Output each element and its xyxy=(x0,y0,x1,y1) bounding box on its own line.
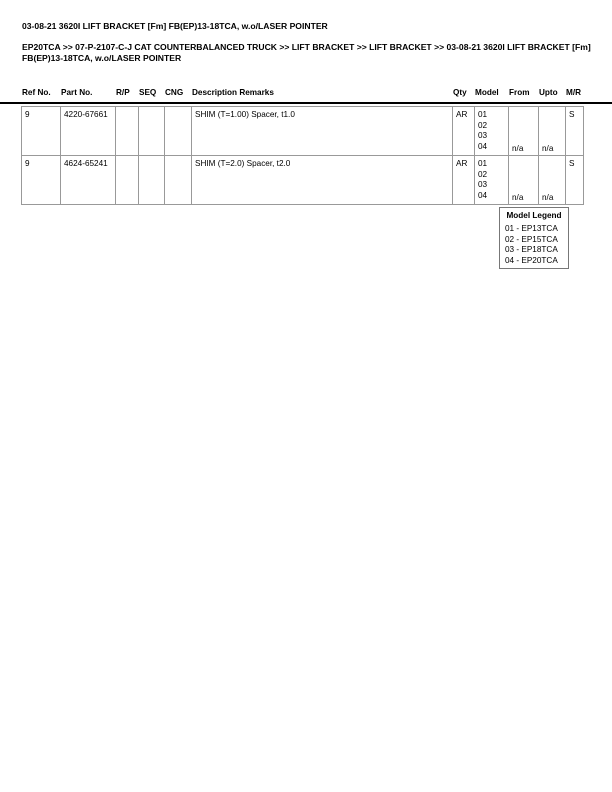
rp-cell xyxy=(116,107,139,156)
upto-cell: n/a xyxy=(539,156,566,205)
col-header-model: Model xyxy=(475,88,499,97)
model-code: 02 xyxy=(478,169,488,179)
page-title: 03-08-21 3620I LIFT BRACKET [Fm] FB(EP)13-18TCA, w.o/LASER POINTER xyxy=(22,21,328,31)
table-row[interactable] xyxy=(22,156,584,205)
parts-table xyxy=(21,106,584,205)
qty-cell: AR xyxy=(453,107,475,156)
legend-item: 04 - EP20TCA xyxy=(505,255,558,265)
ref-cell: 9 xyxy=(22,107,61,156)
col-header-from: From xyxy=(509,88,530,97)
cng-cell xyxy=(165,107,192,156)
upto-cell: n/a xyxy=(539,107,566,156)
model-code: 03 xyxy=(478,180,488,189)
from-cell: n/a xyxy=(509,156,539,205)
ref-cell: 9 xyxy=(22,156,61,205)
col-header-rp: R/P xyxy=(116,88,130,97)
model-cell xyxy=(475,107,509,156)
model-legend xyxy=(499,207,569,269)
from-cell: n/a xyxy=(509,107,539,156)
col-header-ref: Ref No. xyxy=(22,88,51,97)
model-code: 03 xyxy=(478,131,488,140)
col-header-description: Description Remarks xyxy=(192,88,274,97)
legend-item: 03 - EP18TCA xyxy=(505,245,558,254)
col-header-upto: Upto xyxy=(539,88,558,97)
model-code: 04 xyxy=(478,141,488,151)
col-header-mr: M/R xyxy=(566,88,582,97)
col-header-seq: SEQ xyxy=(139,88,157,97)
col-header-qty: Qty xyxy=(453,88,467,97)
legend-item: 02 - EP15TCA xyxy=(505,234,558,244)
part-number-cell: 4220-67661 xyxy=(61,107,116,156)
seq-cell xyxy=(139,156,165,205)
col-header-part: Part No. xyxy=(61,88,93,97)
legend-item: 01 - EP13TCA xyxy=(505,224,558,233)
model-code: 01 xyxy=(478,110,488,119)
table-row[interactable] xyxy=(22,107,584,156)
seq-cell xyxy=(139,107,165,156)
model-cell xyxy=(475,156,509,205)
model-code: 01 xyxy=(478,159,488,168)
col-header-cng: CNG xyxy=(165,88,184,97)
part-number-cell: 4624-65241 xyxy=(61,156,116,205)
model-code: 04 xyxy=(478,190,488,200)
mr-cell: S xyxy=(566,156,584,205)
cng-cell xyxy=(165,156,192,205)
model-code: 02 xyxy=(478,120,488,130)
legend-title: Model Legend xyxy=(506,211,562,220)
description-cell: SHIM (T=1.00) Spacer, t1.0 xyxy=(192,107,453,156)
header-divider xyxy=(0,102,612,104)
qty-cell: AR xyxy=(453,156,475,205)
mr-cell: S xyxy=(566,107,584,156)
breadcrumb: EP20TCA >> 07-P-2107-C-J CAT COUNTERBALANCED TRUCK >> LIFT BRACKET >> LIFT BRACKET >> 03-08-21 3620I LIFT BRACKET [Fm] FB(EP)13-18TCA, w.o/LASER POINTER xyxy=(22,42,591,63)
description-cell: SHIM (T=2.0) Spacer, t2.0 xyxy=(192,156,453,205)
rp-cell xyxy=(116,156,139,205)
